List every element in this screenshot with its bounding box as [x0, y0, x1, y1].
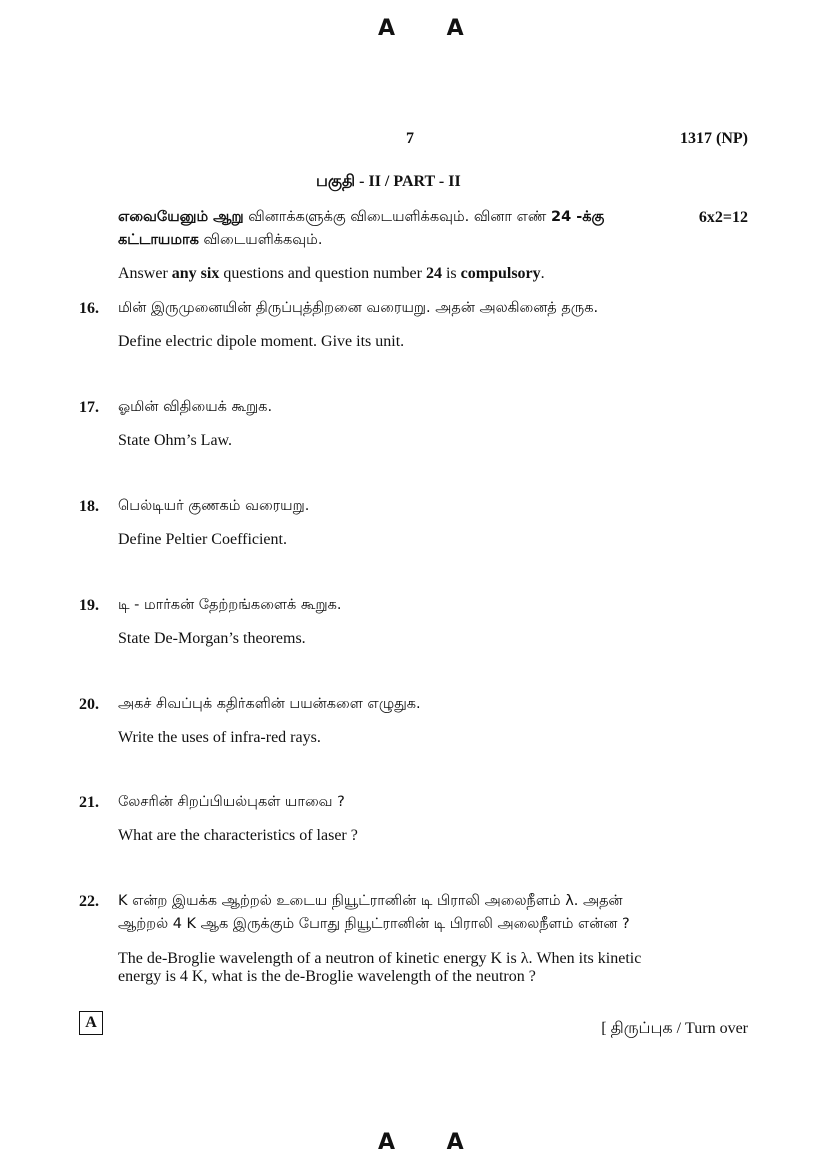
question-number: 16. — [79, 300, 99, 317]
instruction-en-bold-1: any six — [171, 265, 220, 282]
question-tamil: லேசரின் சிறப்பியல்புகள் யாவை ? — [118, 794, 345, 810]
question-english: Write the uses of infra-red rays. — [118, 729, 321, 746]
question-tamil: ஓமின் விதியைக் கூறுக. — [118, 399, 273, 415]
instruction-en-text-3: is — [441, 265, 461, 282]
instruction-tamil-line-2 — [118, 232, 322, 250]
question-tamil: டி - மார்கன் தேற்றங்களைக் கூறுக. — [118, 597, 342, 613]
question-number: 18. — [79, 498, 99, 515]
question-tamil: அகச் சிவப்புக் கதிர்களின் பயன்களை எழுதுக. — [118, 696, 421, 712]
question-tamil: மின் இருமுனையின் திருப்புத்திறனை வரையறு. அதன் அலகினைத் தருக. — [118, 300, 599, 316]
question-number: 17. — [79, 399, 99, 416]
page-number: 7 — [406, 130, 414, 147]
instruction-bold-any-six: எவையேனும் ஆறு — [118, 209, 244, 225]
question-number: 21. — [79, 794, 99, 811]
question-english: Define Peltier Coefficient. — [118, 531, 287, 548]
question-tamil-line-2: ஆற்றல் 4 K ஆக இருக்கும் போது நியூட்ரானின் டி பிராலி அலைநீளம் என்ன ? — [118, 916, 630, 932]
question-english: State Ohm’s Law. — [118, 432, 233, 449]
top-marks: A A — [378, 16, 486, 41]
instruction-en-bold-2: 24 — [425, 265, 442, 282]
question-english-line-2: energy is 4 K, what is the de-Broglie wavelength of the neutron ? — [118, 968, 536, 985]
bottom-marks: A A — [378, 1130, 486, 1155]
question-english: What are the characteristics of laser ? — [118, 827, 358, 844]
question-tamil: K என்ற இயக்க ஆற்றல் உடைய நியூட்ரானின் டி பிராலி அலைநீளம் λ. அதன் — [118, 893, 623, 909]
question-english: State De-Morgan’s theorems. — [118, 630, 306, 647]
question-number: 19. — [79, 597, 99, 614]
instruction-en-text-2: questions and question number — [219, 265, 426, 282]
part-title: பகுதி - II / PART - II — [316, 173, 461, 190]
instruction-text-2: விடையளிக்கவும். — [198, 232, 323, 248]
instruction-en-bold-3: compulsory — [460, 265, 541, 282]
question-english: Define electric dipole moment. Give its unit. — [118, 333, 405, 350]
instruction-bold-compulsory: கட்டாயமாக — [118, 232, 199, 248]
turn-over-label: [ திருப்புக / Turn over — [601, 1020, 748, 1037]
instruction-en-text-4: . — [540, 265, 545, 282]
marks-label: 6x2=12 — [698, 209, 748, 226]
instruction-english — [118, 265, 545, 283]
question-number: 22. — [79, 893, 99, 910]
question-number: 20. — [79, 696, 99, 713]
question-tamil: பெல்டியர் குணகம் வரையறு. — [118, 498, 310, 514]
instruction-en-text-1: Answer — [118, 265, 172, 282]
series-box: A — [79, 1011, 103, 1035]
paper-code: 1317 (NP) — [680, 130, 748, 147]
instruction-text: வினாக்களுக்கு விடையளிக்கவும். வினா எண் — [243, 209, 551, 225]
question-english: The de-Broglie wavelength of a neutron of kinetic energy K is λ. When its kinetic — [118, 950, 642, 967]
instruction-tamil-line-1 — [118, 209, 678, 227]
instruction-bold-24: 24 -க்கு — [550, 209, 605, 225]
